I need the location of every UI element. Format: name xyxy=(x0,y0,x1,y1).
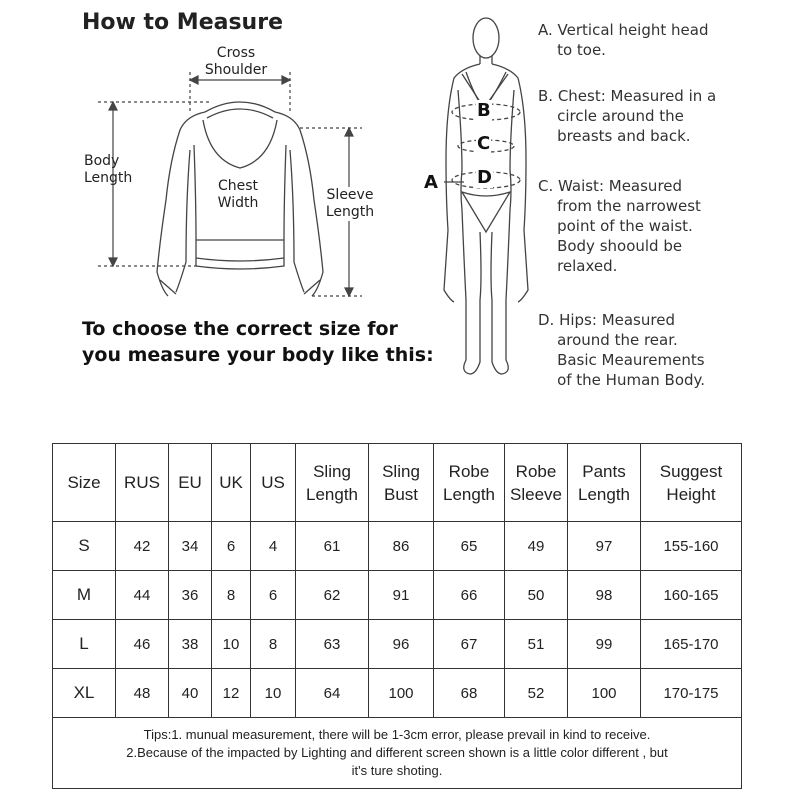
table-cell: 4 xyxy=(251,522,296,571)
page-title: How to Measure xyxy=(82,10,283,35)
table-cell: 160-165 xyxy=(641,571,742,620)
table-cell: 6 xyxy=(212,522,251,571)
table-cell: S xyxy=(53,522,116,571)
chest-width-label: Chest Width xyxy=(206,178,270,212)
letter-a: A xyxy=(424,172,438,193)
definition-d: D. Hips: Measured around the rear. Basic Meaurements of the Human Body. xyxy=(538,311,706,389)
table-cell: L xyxy=(53,620,116,669)
table-cell: 34 xyxy=(169,522,212,571)
table-cell: 96 xyxy=(369,620,434,669)
definition-a: A. Vertical height head to toe. xyxy=(538,21,709,59)
table-cell: 51 xyxy=(505,620,568,669)
table-cell: 63 xyxy=(296,620,369,669)
tips-row xyxy=(53,718,742,789)
table-cell: 38 xyxy=(169,620,212,669)
letter-c: C xyxy=(477,133,491,154)
table-cell: 52 xyxy=(505,669,568,718)
table-cell: 64 xyxy=(296,669,369,718)
table-cell: 100 xyxy=(369,669,434,718)
table-cell: 10 xyxy=(212,620,251,669)
table-cell: 8 xyxy=(212,571,251,620)
table-row xyxy=(53,620,742,669)
table-cell: 8 xyxy=(251,620,296,669)
definition-c: C. Waist: Measured from the narrowest point of the waist. Body shoould be relaxed. xyxy=(538,177,701,275)
table-cell: 44 xyxy=(116,571,169,620)
table-cell: 67 xyxy=(434,620,505,669)
table-cell: 86 xyxy=(369,522,434,571)
table-cell: 42 xyxy=(116,522,169,571)
table-cell: 100 xyxy=(568,669,641,718)
header-suggest-height: Suggest Height xyxy=(641,444,742,522)
table-cell: 65 xyxy=(434,522,505,571)
tips-text: Tips:1. munual measurement, there will be 1-3cm error, please prevail in kind to receive. 2.Because of the impacted by Lighting and different screen shown is a little color different , but it's ture shoting. xyxy=(53,718,742,789)
table-cell: 66 xyxy=(434,571,505,620)
table-cell: 12 xyxy=(212,669,251,718)
sleeve-length-label: Sleeve Length xyxy=(318,187,382,221)
table-row xyxy=(53,571,742,620)
header-size: Size xyxy=(53,444,116,522)
table-cell: M xyxy=(53,571,116,620)
body-length-label: Body Length xyxy=(84,153,133,186)
header-rus: RUS xyxy=(116,444,169,522)
table-cell: 91 xyxy=(369,571,434,620)
size-chart-table xyxy=(52,443,742,789)
table-header-row xyxy=(53,444,742,522)
table-cell: 68 xyxy=(434,669,505,718)
header-robe-length: Robe Length xyxy=(434,444,505,522)
size-instruction: To choose the correct size for you measure your body like this: xyxy=(82,318,434,366)
header-uk: UK xyxy=(212,444,251,522)
header-us: US xyxy=(251,444,296,522)
body-figure xyxy=(444,18,528,374)
header-eu: EU xyxy=(169,444,212,522)
letter-d: D xyxy=(477,167,492,188)
table-row xyxy=(53,522,742,571)
header-pants-length: Pants Length xyxy=(568,444,641,522)
table-cell: 170-175 xyxy=(641,669,742,718)
table-cell: 99 xyxy=(568,620,641,669)
header-sling-bust: Sling Bust xyxy=(369,444,434,522)
table-cell: 62 xyxy=(296,571,369,620)
definition-b: B. Chest: Measured in a circle around the breasts and back. xyxy=(538,87,717,145)
table-cell: 165-170 xyxy=(641,620,742,669)
letter-b: B xyxy=(477,100,491,121)
table-cell: 50 xyxy=(505,571,568,620)
table-cell: XL xyxy=(53,669,116,718)
table-row xyxy=(53,669,742,718)
table-cell: 36 xyxy=(169,571,212,620)
table-cell: 155-160 xyxy=(641,522,742,571)
table-cell: 48 xyxy=(116,669,169,718)
table-cell: 97 xyxy=(568,522,641,571)
table-cell: 49 xyxy=(505,522,568,571)
cross-shoulder-label: Cross Shoulder xyxy=(204,45,268,78)
table-cell: 6 xyxy=(251,571,296,620)
header-sling-length: Sling Length xyxy=(296,444,369,522)
table-cell: 10 xyxy=(251,669,296,718)
table-cell: 98 xyxy=(568,571,641,620)
header-robe-sleeve: Robe Sleeve xyxy=(505,444,568,522)
table-cell: 40 xyxy=(169,669,212,718)
table-cell: 46 xyxy=(116,620,169,669)
table-cell: 61 xyxy=(296,522,369,571)
